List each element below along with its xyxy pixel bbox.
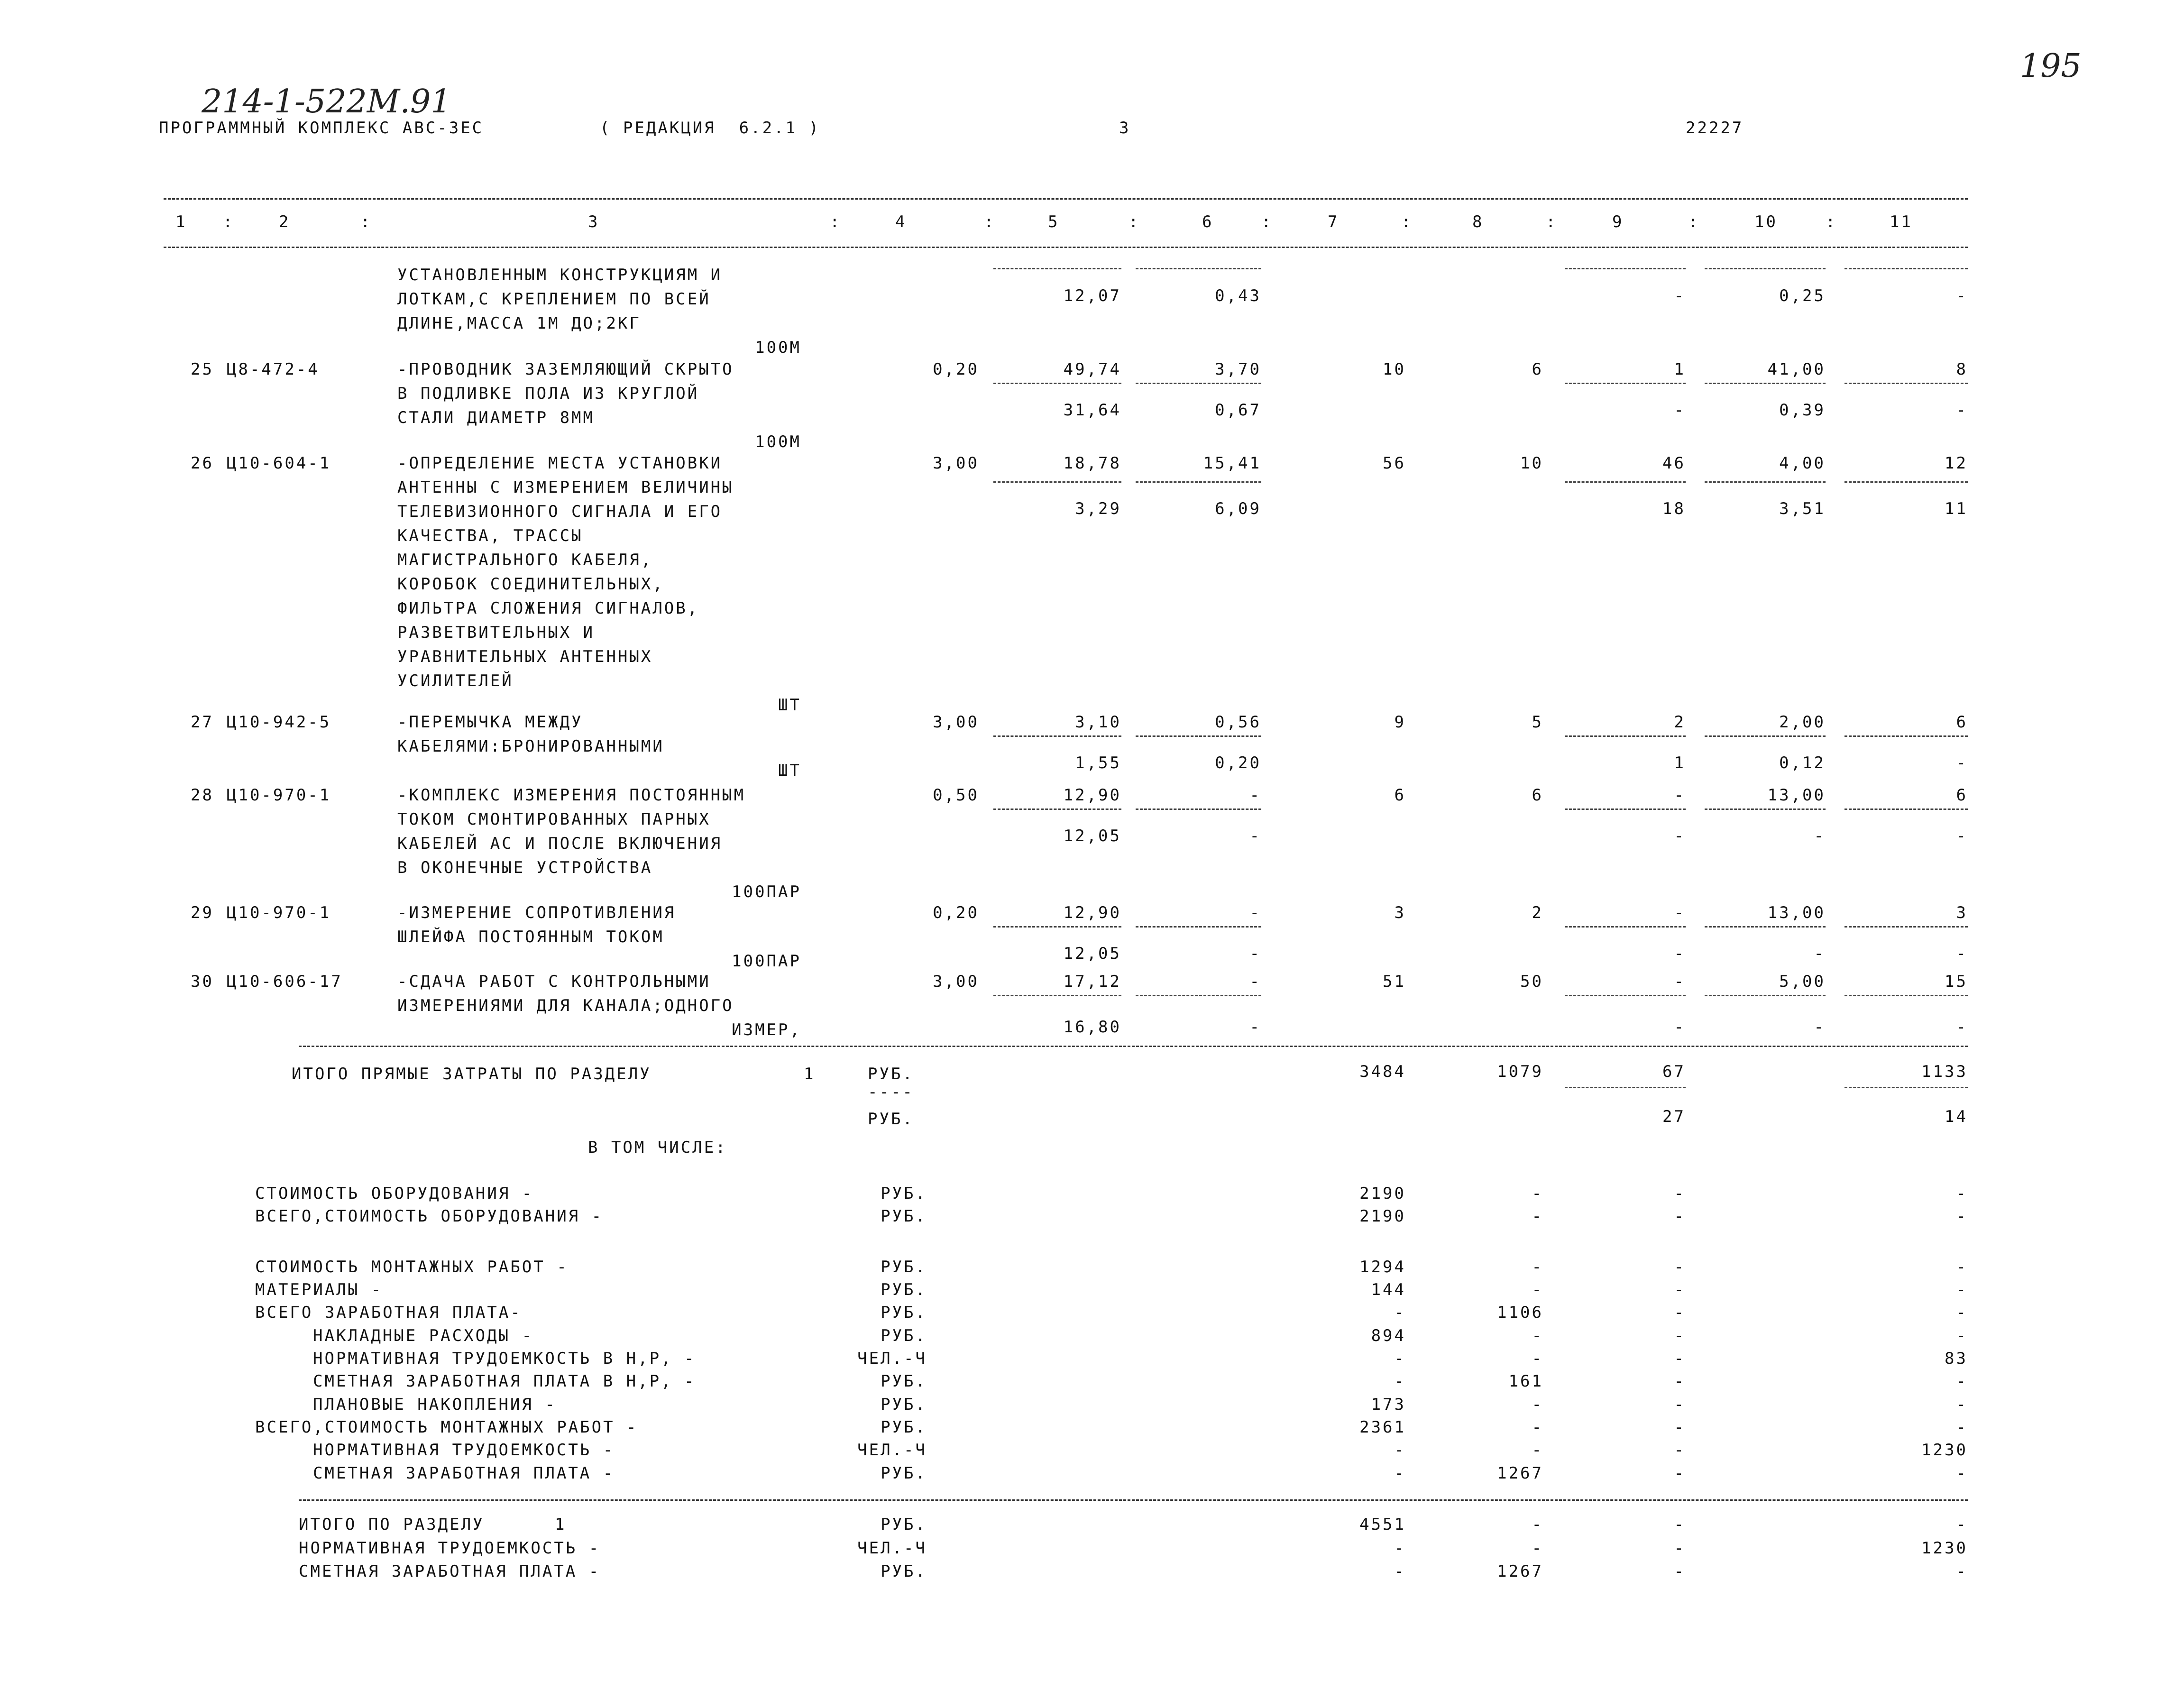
summary-unit: РУБ.: [881, 1184, 927, 1203]
final-section: 1: [555, 1515, 567, 1534]
summary-c9: -: [1674, 1441, 1686, 1460]
cell-c5-second: 12,05: [1063, 944, 1121, 963]
cell-c9-second: -: [1674, 286, 1686, 305]
cell-c7: 6: [1394, 786, 1406, 805]
cell-c6: -: [1249, 786, 1261, 805]
column-header-cell: :: [1401, 212, 1413, 231]
row-code: Ц10-970-1: [227, 786, 331, 805]
summary-c11: -: [1956, 1418, 1968, 1437]
column-header-cell: 7: [1328, 212, 1340, 231]
cell-c4: 3,00: [933, 454, 979, 473]
cell-c9-second: -: [1674, 1018, 1686, 1037]
cell-divider: [1844, 735, 1968, 737]
summary-c7: 2190: [1359, 1207, 1406, 1226]
cell-divider: [1565, 995, 1686, 996]
cell-c10: 41,00: [1767, 360, 1826, 379]
final-c11: -: [1956, 1562, 1968, 1581]
summary-unit: РУБ.: [881, 1280, 927, 1299]
cell-c4: 0,20: [933, 360, 979, 379]
cell-divider: [993, 268, 1121, 269]
row-unit: ШТ: [778, 696, 801, 715]
column-header-cell: :: [984, 212, 996, 231]
cell-divider: [1844, 808, 1968, 810]
summary-c9: -: [1674, 1326, 1686, 1345]
final-c11: 1230: [1921, 1539, 1968, 1558]
row-description-line: ТЕЛЕВИЗИОННОГО СИГНАЛА И ЕГО: [397, 502, 723, 521]
cell-divider: [1844, 383, 1968, 384]
totals-top-rule: [299, 1046, 1968, 1047]
column-header-cell: 8: [1472, 212, 1484, 231]
row-description-line: ШЛЕЙФА ПОСТОЯННЫМ ТОКОМ: [397, 928, 664, 946]
cell-c9: -: [1674, 903, 1686, 922]
cell-c5-second: 1,55: [1075, 753, 1121, 772]
summary-c11: -: [1956, 1258, 1968, 1277]
column-header-cell: :: [360, 212, 372, 231]
column-header-cell: 1: [175, 212, 187, 231]
cell-c8: 2: [1532, 903, 1543, 922]
column-header-cell: :: [830, 212, 842, 231]
summary-c11: -: [1956, 1280, 1968, 1299]
cell-c9-second: -: [1674, 827, 1686, 845]
cell-c4: 3,00: [933, 713, 979, 732]
summary-label: ВСЕГО,СТОИМОСТЬ МОНТАЖНЫХ РАБОТ -: [255, 1418, 638, 1437]
column-header-cell: 5: [1048, 212, 1060, 231]
final-top-rule: [299, 1499, 1968, 1501]
cell-c6: 0,56: [1215, 713, 1261, 732]
cell-c8: 6: [1532, 360, 1543, 379]
summary-c8: 1106: [1497, 1303, 1543, 1322]
handwritten-doc-code: 214-1-522М.91: [202, 83, 451, 120]
row-description-line: -КОМПЛЕКС ИЗМЕРЕНИЯ ПОСТОЯННЫМ: [397, 786, 746, 805]
column-header-cell: 3: [588, 212, 600, 231]
row-code: Ц10-942-5: [227, 713, 331, 732]
cell-c10-second: -: [1814, 1018, 1826, 1037]
row-description-line: ДЛИНЕ,МАССА 1М ДО;2КГ: [397, 314, 641, 333]
summary-c8: 1267: [1497, 1464, 1543, 1483]
final-label: ИТОГО ПО РАЗДЕЛУ: [299, 1515, 485, 1534]
row-number: 30: [191, 972, 214, 991]
cell-c6: 15,41: [1203, 454, 1261, 473]
summary-c11: -: [1956, 1184, 1968, 1203]
summary-c9: -: [1674, 1280, 1686, 1299]
row-description-line: РАЗВЕТВИТЕЛЬНЫХ И: [397, 623, 595, 642]
summary-c7: -: [1394, 1441, 1406, 1460]
cell-c8: 50: [1520, 972, 1543, 991]
cell-divider: [1565, 735, 1686, 737]
cell-c9-second: 18: [1662, 499, 1686, 518]
summary-label: ПЛАНОВЫЕ НАКОПЛЕНИЯ -: [313, 1395, 557, 1414]
total-direct-c11-second: 14: [1945, 1107, 1968, 1126]
row-description-line: СТАЛИ ДИАМЕТР 8ММ: [397, 408, 595, 427]
cell-c6-second: -: [1249, 827, 1261, 845]
final-c11: -: [1956, 1515, 1968, 1534]
row-description-line: ЛОТКАМ,С КРЕПЛЕНИЕМ ПО ВСЕЙ: [397, 290, 711, 309]
cell-divider: [1565, 926, 1686, 928]
final-unit: РУБ.: [881, 1562, 927, 1581]
final-c9: -: [1674, 1539, 1686, 1558]
summary-c8: -: [1532, 1418, 1543, 1437]
cell-c6-second: 0,67: [1215, 401, 1261, 420]
cell-c7: 51: [1383, 972, 1406, 991]
cell-c9: 46: [1662, 454, 1686, 473]
program-title: ПРОГРАММНЫЙ КОМПЛЕКС АВС-ЗЕС: [159, 119, 484, 138]
cell-divider: [1136, 383, 1261, 384]
cell-c5-second: 16,80: [1063, 1018, 1121, 1037]
cell-c8: 5: [1532, 713, 1543, 732]
cell-divider: [1844, 926, 1968, 928]
handwritten-page-number: 195: [2020, 47, 2082, 85]
row-code: Ц10-970-1: [227, 903, 331, 922]
cell-divider: [1705, 808, 1826, 810]
cell-c11: 6: [1956, 713, 1968, 732]
summary-label: НАКЛАДНЫЕ РАСХОДЫ -: [313, 1326, 533, 1345]
cell-c6-second: -: [1249, 944, 1261, 963]
cell-c10: 4,00: [1779, 454, 1826, 473]
row-number: 25: [191, 360, 214, 379]
cell-c11-second: -: [1956, 401, 1968, 420]
cell-divider: [993, 926, 1121, 928]
column-header-cell: 11: [1890, 212, 1913, 231]
final-c8: -: [1532, 1539, 1543, 1558]
cell-c5: 12,90: [1063, 786, 1121, 805]
row-unit: 100ПАР: [732, 882, 801, 901]
row-unit: ШТ: [778, 761, 801, 780]
row-number: 26: [191, 454, 214, 473]
cell-divider: [1136, 481, 1261, 483]
summary-c8: -: [1532, 1349, 1543, 1368]
summary-c11: -: [1956, 1372, 1968, 1391]
cell-divider: [1705, 268, 1826, 269]
cell-c9-second: -: [1674, 401, 1686, 420]
row-number: 27: [191, 713, 214, 732]
cell-divider: [1705, 926, 1826, 928]
column-header-cell: 6: [1202, 212, 1214, 231]
cell-c10: 13,00: [1767, 903, 1826, 922]
final-c8: -: [1532, 1515, 1543, 1534]
final-c7: -: [1394, 1539, 1406, 1558]
summary-c9: -: [1674, 1418, 1686, 1437]
cell-c11-second: -: [1956, 827, 1968, 845]
row-description-line: -ОПРЕДЕЛЕНИЕ МЕСТА УСТАНОВКИ: [397, 454, 723, 473]
edition-label: ( РЕДАКЦИЯ 6.2.1 ): [600, 119, 820, 138]
summary-label: СМЕТНАЯ ЗАРАБОТНАЯ ПЛАТА -: [313, 1464, 615, 1483]
final-c9: -: [1674, 1515, 1686, 1534]
summary-c8: -: [1532, 1258, 1543, 1277]
cell-c5-second: 3,29: [1075, 499, 1121, 518]
cell-c10-second: 3,51: [1779, 499, 1826, 518]
row-description-line: УРАВНИТЕЛЬНЫХ АНТЕННЫХ: [397, 647, 653, 666]
cell-c6-second: -: [1249, 1018, 1261, 1037]
summary-c9: -: [1674, 1464, 1686, 1483]
cell-c11: 8: [1956, 360, 1968, 379]
row-code: Ц10-604-1: [227, 454, 331, 473]
column-header-cell: :: [1261, 212, 1273, 231]
cell-c11-second: 11: [1945, 499, 1968, 518]
summary-label: СТОИМОСТЬ ОБОРУДОВАНИЯ -: [255, 1184, 534, 1203]
cell-c7: 56: [1383, 454, 1406, 473]
summary-c7: 2190: [1359, 1184, 1406, 1203]
summary-c7: 894: [1371, 1326, 1406, 1345]
row-description-line: ФИЛЬТРА СЛОЖЕНИЯ СИГНАЛОВ,: [397, 599, 699, 618]
summary-c9: -: [1674, 1372, 1686, 1391]
cell-c5-second: 12,07: [1063, 286, 1121, 305]
cell-divider: [1844, 268, 1968, 269]
row-number: 29: [191, 903, 214, 922]
cell-c6-second: 0,20: [1215, 753, 1261, 772]
summary-c8: -: [1532, 1280, 1543, 1299]
cell-c9-second: -: [1674, 944, 1686, 963]
cell-c10-second: -: [1814, 827, 1826, 845]
row-description-line: В ОКОНЕЧНЫЕ УСТРОЙСТВА: [397, 858, 653, 877]
cell-divider: [1844, 481, 1968, 483]
cell-c9: -: [1674, 786, 1686, 805]
cell-c6-second: 0,43: [1215, 286, 1261, 305]
summary-c7: -: [1394, 1464, 1406, 1483]
total-direct-unit: РУБ.: [868, 1065, 914, 1084]
summary-c7: 1294: [1359, 1258, 1406, 1277]
including-heading: В ТОМ ЧИСЛЕ:: [588, 1138, 727, 1157]
final-c7: 4551: [1359, 1515, 1406, 1534]
cell-c6: 3,70: [1215, 360, 1261, 379]
cell-c7: 9: [1394, 713, 1406, 732]
sheet-number: 3: [1119, 119, 1131, 138]
summary-c9: -: [1674, 1258, 1686, 1277]
row-description-line: КОРОБОК СОЕДИНИТЕЛЬНЫХ,: [397, 575, 664, 594]
cell-divider: [1565, 383, 1686, 384]
cell-c11: 15: [1945, 972, 1968, 991]
summary-c11: -: [1956, 1326, 1968, 1345]
cell-c6-second: 6,09: [1215, 499, 1261, 518]
row-unit: 100М: [755, 432, 801, 451]
summary-c11: 83: [1945, 1349, 1968, 1368]
cell-c5: 3,10: [1075, 713, 1121, 732]
row-description-line: КАЧЕСТВА, ТРАССЫ: [397, 526, 583, 545]
column-header-cell: 4: [895, 212, 907, 231]
cell-c9: -: [1674, 972, 1686, 991]
final-c8: 1267: [1497, 1562, 1543, 1581]
total-direct-c9: 67: [1662, 1062, 1686, 1081]
cell-c5-second: 12,05: [1063, 827, 1121, 845]
row-description-line: АНТЕННЫ С ИЗМЕРЕНИЕМ ВЕЛИЧИНЫ: [397, 478, 734, 497]
cell-divider: [1136, 808, 1261, 810]
final-unit: РУБ.: [881, 1515, 927, 1534]
row-description-line: УСИЛИТЕЛЕЙ: [397, 671, 514, 690]
summary-unit: ЧЕЛ.-Ч: [857, 1441, 927, 1460]
cell-c10-second: -: [1814, 944, 1826, 963]
row-number: 28: [191, 786, 214, 805]
cell-divider: [993, 735, 1121, 737]
cell-c5: 17,12: [1063, 972, 1121, 991]
cell-c5: 12,90: [1063, 903, 1121, 922]
summary-c9: -: [1674, 1303, 1686, 1322]
document-id: 22227: [1686, 119, 1744, 138]
final-c7: -: [1394, 1562, 1406, 1581]
cell-c11-second: -: [1956, 286, 1968, 305]
cell-c7: 10: [1383, 360, 1406, 379]
summary-label: СТОИМОСТЬ МОНТАЖНЫХ РАБОТ -: [255, 1258, 569, 1277]
cell-c10: 5,00: [1779, 972, 1826, 991]
cell-c10-second: 0,12: [1779, 753, 1826, 772]
summary-unit: РУБ.: [881, 1303, 927, 1322]
summary-unit: РУБ.: [881, 1207, 927, 1226]
row-code: Ц10-606-17: [227, 972, 343, 991]
cell-c5-second: 31,64: [1063, 401, 1121, 420]
cell-divider: [1136, 735, 1261, 737]
cell-c11: 3: [1956, 903, 1968, 922]
summary-c9: -: [1674, 1395, 1686, 1414]
summary-c8: -: [1532, 1326, 1543, 1345]
row-description-line: КАБЕЛЯМИ:БРОНИРОВАННЫМИ: [397, 737, 664, 756]
cell-divider: [993, 995, 1121, 996]
final-label: НОРМАТИВНАЯ ТРУДОЕМКОСТЬ -: [299, 1539, 601, 1558]
summary-c9: -: [1674, 1349, 1686, 1368]
summary-c8: -: [1532, 1207, 1543, 1226]
row-description-line: В ПОДЛИВКЕ ПОЛА ИЗ КРУГЛОЙ: [397, 384, 699, 403]
total-direct-unit2: РУБ.: [868, 1110, 914, 1129]
final-c9: -: [1674, 1562, 1686, 1581]
summary-c11: -: [1956, 1207, 1968, 1226]
summary-label: МАТЕРИАЛЫ -: [255, 1280, 383, 1299]
summary-unit: РУБ.: [881, 1418, 927, 1437]
cell-c11-second: -: [1956, 1018, 1968, 1037]
summary-c9: -: [1674, 1184, 1686, 1203]
column-header-cell: :: [1546, 212, 1558, 231]
row-description-line: ИЗМЕРЕНИЯМИ ДЛЯ КАНАЛА;ОДНОГО: [397, 996, 734, 1015]
summary-c9: -: [1674, 1207, 1686, 1226]
summary-c7: 173: [1371, 1395, 1406, 1414]
cell-divider: [1136, 268, 1261, 269]
cell-divider: [1565, 1087, 1686, 1088]
cell-divider: [993, 383, 1121, 384]
cell-c10-second: 0,25: [1779, 286, 1826, 305]
cell-c11: 12: [1945, 454, 1968, 473]
summary-unit: РУБ.: [881, 1326, 927, 1345]
row-description-line: -ПРОВОДНИК ЗАЗЕМЛЯЮЩИЙ СКРЫТО: [397, 360, 734, 379]
row-unit: ИЗМЕР,: [732, 1020, 801, 1039]
row-unit: 100ПАР: [732, 952, 801, 971]
cell-c4: 3,00: [933, 972, 979, 991]
row-description-line: -ПЕРЕМЫЧКА МЕЖДУ: [397, 713, 583, 732]
cell-c9-second: 1: [1674, 753, 1686, 772]
cell-c9: 1: [1674, 360, 1686, 379]
row-description-line: КАБЕЛЕЙ АС И ПОСЛЕ ВКЛЮЧЕНИЯ: [397, 834, 723, 853]
total-direct-c8: 1079: [1497, 1062, 1543, 1081]
cell-c10: 13,00: [1767, 786, 1826, 805]
summary-unit: РУБ.: [881, 1464, 927, 1483]
column-header-cell: :: [1129, 212, 1140, 231]
cell-divider: [1705, 735, 1826, 737]
total-direct-c11: 1133: [1921, 1062, 1968, 1081]
column-header-rule: [164, 247, 1968, 248]
summary-c11: -: [1956, 1395, 1968, 1414]
cell-divider: [1705, 481, 1826, 483]
summary-label: НОРМАТИВНАЯ ТРУДОЕМКОСТЬ -: [313, 1441, 615, 1460]
summary-label: ВСЕГО ЗАРАБОТНАЯ ПЛАТА-: [255, 1303, 522, 1322]
final-unit: ЧЕЛ.-Ч: [857, 1539, 927, 1558]
column-header-cell: 9: [1612, 212, 1624, 231]
total-direct-c7: 3484: [1359, 1062, 1406, 1081]
summary-c8: -: [1532, 1441, 1543, 1460]
column-header-cell: :: [1826, 212, 1837, 231]
summary-c11: -: [1956, 1464, 1968, 1483]
cell-c7: 3: [1394, 903, 1406, 922]
summary-c8: 161: [1508, 1372, 1543, 1391]
summary-label: ВСЕГО,СТОИМОСТЬ ОБОРУДОВАНИЯ -: [255, 1207, 604, 1226]
column-header-cell: :: [223, 212, 235, 231]
cell-c8: 10: [1520, 454, 1543, 473]
row-description-line: МАГИСТРАЛЬНОГО КАБЕЛЯ,: [397, 551, 653, 570]
summary-c7: -: [1394, 1303, 1406, 1322]
total-direct-unit-dash: ----: [868, 1083, 914, 1102]
total-direct-c9-second: 27: [1662, 1107, 1686, 1126]
cell-divider: [1136, 995, 1261, 996]
cell-c8: 6: [1532, 786, 1543, 805]
cell-divider: [993, 481, 1121, 483]
total-direct-label: ИТОГО ПРЯМЫЕ ЗАТРАТЫ ПО РАЗДЕЛУ: [292, 1065, 652, 1084]
row-description-line: -СДАЧА РАБОТ С КОНТРОЛЬНЫМИ: [397, 972, 711, 991]
summary-unit: РУБ.: [881, 1372, 927, 1391]
cell-c6: -: [1249, 903, 1261, 922]
row-code: Ц8-472-4: [227, 360, 320, 379]
summary-c7: -: [1394, 1372, 1406, 1391]
cell-divider: [993, 808, 1121, 810]
summary-c11: -: [1956, 1303, 1968, 1322]
summary-c7: 2361: [1359, 1418, 1406, 1437]
cell-c5: 18,78: [1063, 454, 1121, 473]
row-description-line: ТОКОМ СМОНТИРОВАННЫХ ПАРНЫХ: [397, 810, 711, 829]
summary-label: НОРМАТИВНАЯ ТРУДОЕМКОСТЬ В Н,Р, -: [313, 1349, 696, 1368]
cell-c11-second: -: [1956, 944, 1968, 963]
cell-divider: [1565, 268, 1686, 269]
row-description-line: -ИЗМЕРЕНИЕ СОПРОТИВЛЕНИЯ: [397, 903, 676, 922]
column-header-cell: 10: [1754, 212, 1778, 231]
cell-divider: [1844, 1087, 1968, 1088]
cell-c9: 2: [1674, 713, 1686, 732]
cell-c10-second: 0,39: [1779, 401, 1826, 420]
summary-c8: -: [1532, 1184, 1543, 1203]
summary-c7: -: [1394, 1349, 1406, 1368]
cell-divider: [1844, 995, 1968, 996]
summary-c8: -: [1532, 1395, 1543, 1414]
summary-unit: РУБ.: [881, 1395, 927, 1414]
cell-divider: [1565, 808, 1686, 810]
cell-c10: 2,00: [1779, 713, 1826, 732]
summary-unit: РУБ.: [881, 1258, 927, 1277]
summary-label: СМЕТНАЯ ЗАРАБОТНАЯ ПЛАТА В Н,Р, -: [313, 1372, 696, 1391]
total-direct-section: 1: [804, 1065, 816, 1084]
cell-divider: [1565, 481, 1686, 483]
summary-unit: ЧЕЛ.-Ч: [857, 1349, 927, 1368]
cell-c11: 6: [1956, 786, 1968, 805]
column-header-cell: 2: [279, 212, 291, 231]
cell-c6: -: [1249, 972, 1261, 991]
summary-c11: 1230: [1921, 1441, 1968, 1460]
cell-divider: [1705, 383, 1826, 384]
cell-divider: [1136, 926, 1261, 928]
cell-c5: 49,74: [1063, 360, 1121, 379]
final-label: СМЕТНАЯ ЗАРАБОТНАЯ ПЛАТА -: [299, 1562, 601, 1581]
table-top-rule: [164, 198, 1968, 200]
cell-divider: [1705, 995, 1826, 996]
summary-c7: 144: [1371, 1280, 1406, 1299]
cell-c11-second: -: [1956, 753, 1968, 772]
row-unit: 100М: [755, 338, 801, 357]
row-description-line: УСТАНОВЛЕННЫМ КОНСТРУКЦИЯМ И: [397, 266, 723, 285]
cell-c4: 0,20: [933, 903, 979, 922]
cell-c4: 0,50: [933, 786, 979, 805]
column-header-cell: :: [1688, 212, 1700, 231]
